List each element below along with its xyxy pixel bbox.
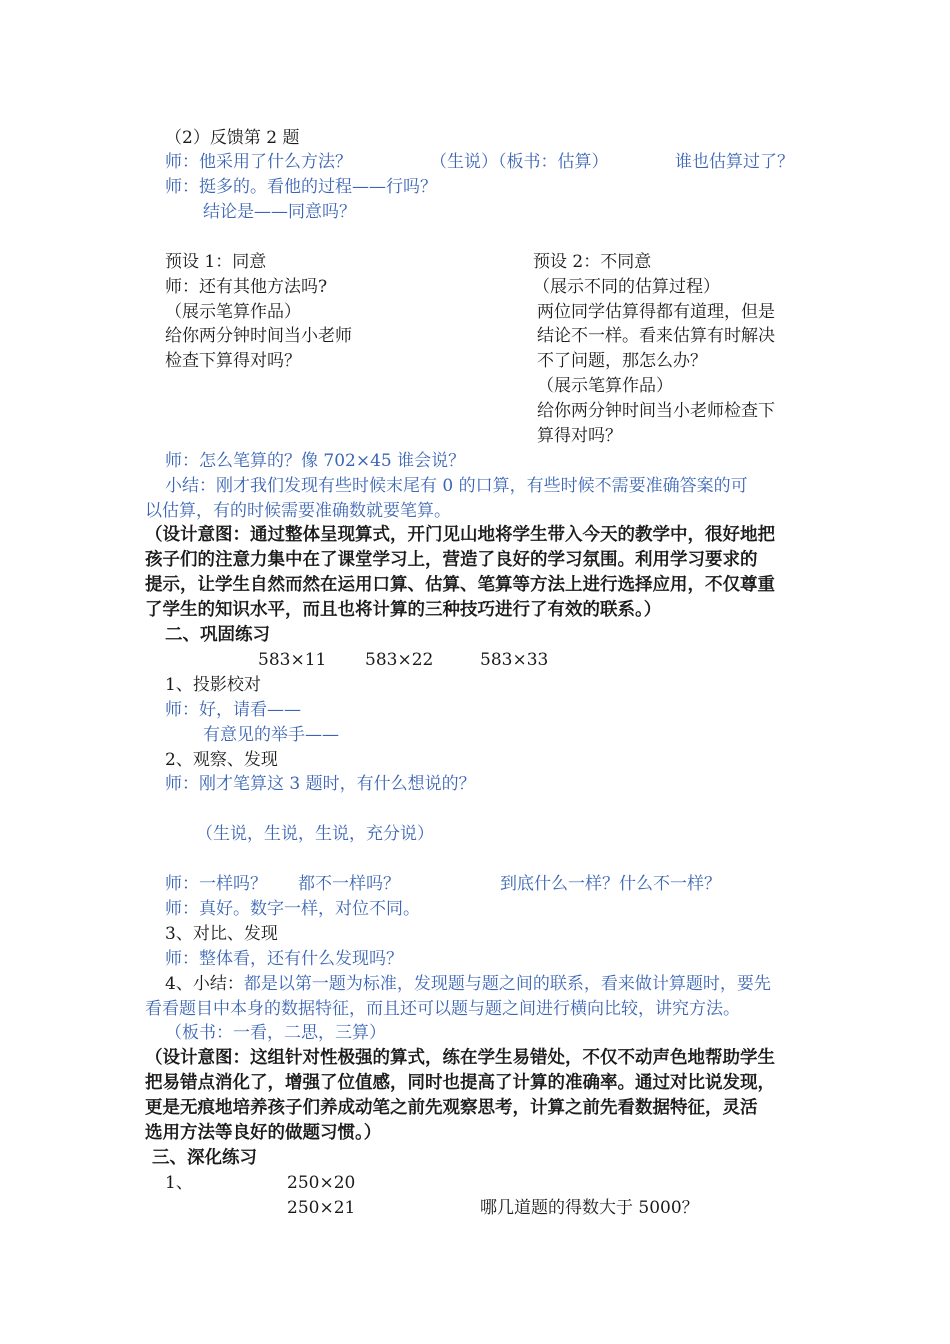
expression: 583×33 [480, 650, 549, 670]
preset-2-line: 两位同学估算得都有道理，但是 [537, 302, 775, 322]
teacher-line: 师：刚才笔算这 3 题时，有什么想说的？ [165, 774, 476, 794]
teacher-line: 师：好，请看—— [165, 700, 301, 720]
preset-1-line: 给你两分钟时间当小老师 [165, 326, 352, 346]
preset-2-line: 不了问题，那怎么办？ [537, 351, 707, 371]
preset-1-line: 检查下算得对吗？ [165, 351, 301, 371]
preset-1-title: 预设 1：同意 [165, 252, 267, 272]
step-heading: 1、投影校对 [165, 675, 261, 695]
design-intent-line: 更是无痕地培养孩子们养成动笔之前先观察思考，计算之前先看数据特征，灵活 [145, 1098, 758, 1118]
teacher-line: 师：真好。数字一样，对位不同。 [165, 899, 420, 919]
design-intent-line: 了学生的知识水平，而且也将计算的三种技巧进行了有效的联系。） [145, 600, 662, 620]
teacher-line: 师：怎么笔算的？像 702×45 谁会说？ [165, 451, 466, 471]
expression: 250×20 [287, 1173, 356, 1193]
expression: 250×21 [287, 1198, 356, 1218]
step-heading: 3、对比、发现 [165, 924, 278, 944]
section-heading: 三、深化练习 [152, 1148, 257, 1168]
teacher-line: 都不一样吗？ [298, 874, 400, 894]
expression: 583×22 [365, 650, 434, 670]
teacher-line: 师：整体看，还有什么发现吗？ [165, 949, 403, 969]
teacher-line: 师：挺多的。看他的过程——行吗？ [165, 177, 437, 197]
preset-2-line: 算得对吗？ [537, 426, 622, 446]
summary-text: 都是以第一题为标准，发现题与题之间的联系，看来做计算题时，要先 [243, 974, 771, 994]
teacher-line: 有意见的举手—— [203, 725, 339, 745]
design-intent-line: 提示，让学生自然而然在运用口算、估算、笔算等方法上进行选择应用，不仅尊重 [145, 575, 775, 595]
step-label: 4、小结： [165, 974, 244, 994]
board-note: （板书：一看，二思，三算） [165, 1023, 386, 1043]
teacher-line: 谁也估算过了？ [675, 152, 794, 172]
summary-line: 以估算，有的时候需要准确数就要笔算。 [145, 501, 451, 521]
preset-2-line: （展示不同的估算过程） [533, 277, 720, 297]
student-note: （生说，生说，生说，充分说） [196, 824, 434, 844]
step-heading: 2、观察、发现 [165, 750, 278, 770]
preset-2-title: 预设 2：不同意 [533, 252, 652, 272]
student-note: （生说）（板书：估算） [430, 152, 609, 172]
preset-2-line: 结论不一样。看来估算有时解决 [537, 326, 775, 346]
preset-1-line: （展示笔算作品） [165, 302, 301, 322]
section-heading: （2）反馈第 2 题 [165, 128, 300, 148]
item-number: 1、 [165, 1173, 193, 1193]
design-intent-line: （设计意图：通过整体呈现算式，开门见山地将学生带入今天的教学中，很好地把 [145, 525, 775, 545]
question: 哪几道题的得数大于 5000？ [480, 1198, 699, 1218]
section-heading: 二、巩固练习 [165, 625, 270, 645]
teacher-line: 师：他采用了什么方法？ [165, 152, 352, 172]
preset-2-line: （展示笔算作品） [537, 376, 673, 396]
teacher-line: 到底什么一样？什么不一样？ [500, 874, 721, 894]
design-intent-line: 把易错点消化了，增强了位值感，同时也提高了计算的准确率。通过对比说发现， [145, 1073, 775, 1093]
teacher-line: 师：一样吗？ [165, 874, 267, 894]
design-intent-line: 孩子们的注意力集中在了课堂学习上，营造了良好的学习氛围。利用学习要求的 [145, 550, 758, 570]
summary-line: 看看题目中本身的数据特征，而且还可以题与题之间进行横向比较，讲究方法。 [145, 999, 740, 1019]
design-intent-line: 选用方法等良好的做题习惯。） [145, 1123, 382, 1143]
design-intent-line: （设计意图：这组针对性极强的算式，练在学生易错处，不仅不动声色地帮助学生 [145, 1048, 775, 1068]
summary-line: 小结：刚才我们发现有些时候末尾有 0 的口算，有些时候不需要准确答案的可 [165, 476, 748, 496]
preset-2-line: 给你两分钟时间当小老师检查下 [537, 401, 775, 421]
preset-1-line: 师：还有其他方法吗? [165, 277, 328, 297]
teacher-line: 结论是——同意吗？ [203, 202, 356, 222]
expression: 583×11 [258, 650, 327, 670]
summary-line [165, 973, 771, 995]
